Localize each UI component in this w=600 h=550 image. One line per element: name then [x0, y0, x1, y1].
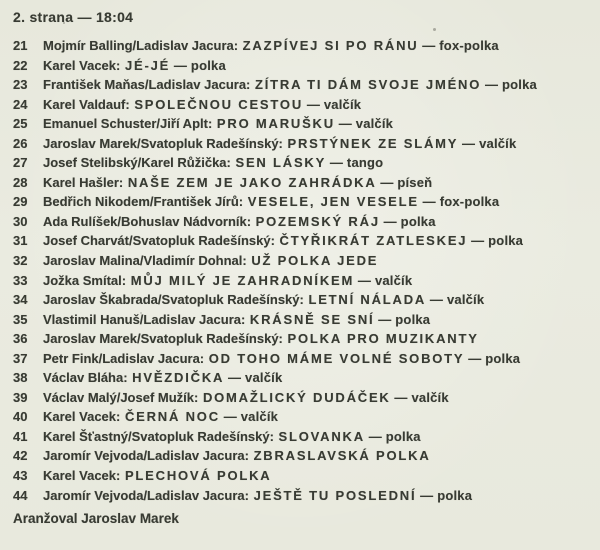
track-title: SLOVANKA [278, 428, 365, 444]
track-genre: valčík [245, 370, 283, 386]
track-genre: valčík [355, 116, 394, 132]
track-number: 28 [13, 174, 28, 190]
track-number: 36 [13, 331, 28, 347]
track-row [13, 466, 594, 486]
track-entry [43, 173, 432, 193]
track-title: POZEMSKÝ RÁJ [255, 213, 380, 229]
genre-separator: — [326, 155, 347, 171]
track-title: UŽ POLKA JEDE [251, 253, 379, 269]
track-number: 30 [13, 213, 28, 229]
track-genre: valčík [479, 135, 517, 151]
track-title: LETNÍ NÁLADA [308, 292, 427, 308]
track-authors: Václav Bláha: [43, 370, 132, 386]
scan-speck [433, 28, 436, 31]
track-authors: Václav Malý/Josef Mužík: [43, 389, 202, 405]
track-authors: Josef Stelibský/Karel Růžička: [43, 155, 235, 171]
track-authors: Jaromír Vejvoda/Ladislav Jacura: [43, 487, 253, 503]
track-authors: Karel Vacek: [43, 409, 124, 425]
track-title: JÉ-JÉ [124, 57, 171, 73]
track-row [13, 271, 594, 291]
track-number: 23 [13, 77, 28, 93]
genre-separator: — [426, 292, 447, 308]
track-entry [43, 427, 421, 447]
track-row [13, 56, 594, 76]
track-number: 37 [13, 350, 28, 366]
genre-separator: — [464, 350, 486, 366]
track-entry [43, 290, 484, 310]
track-row [13, 310, 594, 330]
track-authors: Emanuel Schuster/Jiří Aplt: [43, 116, 216, 132]
track-row [13, 251, 594, 271]
track-number: 43 [13, 468, 28, 484]
track-entry [43, 153, 383, 173]
track-row [13, 486, 594, 506]
track-genre: polka [400, 213, 436, 229]
genre-separator: — [467, 233, 489, 249]
track-genre: polka [385, 428, 421, 444]
track-authors: Jaroslav Malina/Vladimír Dohnal: [43, 253, 251, 269]
track-number: 26 [13, 135, 28, 151]
track-title: NAŠE ZEM JE JAKO ZAHRÁDKA [127, 174, 377, 190]
track-authors: Karel Vacek: [43, 57, 124, 73]
track-entry [43, 407, 278, 427]
track-title: PRO MARUŠKU [216, 116, 335, 132]
genre-separator: — [416, 487, 438, 503]
track-title: PRSTÝNEK ZE SLÁMY [287, 135, 459, 151]
track-number: 39 [13, 389, 28, 405]
track-genre: fox-polka [439, 38, 499, 53]
genre-separator: — [418, 194, 440, 210]
track-row [13, 36, 594, 56]
track-row [13, 446, 594, 466]
track-genre: píseň [397, 174, 433, 190]
track-entry [43, 231, 523, 251]
track-entry [43, 349, 520, 369]
track-number: 35 [13, 311, 28, 327]
track-genre: valčík [446, 292, 485, 308]
track-entry [43, 486, 472, 506]
track-authors: Petr Fink/Ladislav Jacura: [43, 350, 208, 366]
track-authors: Jaromír Vejvoda/Ladislav Jacura: [43, 448, 253, 464]
track-title: ZAZPÍVEJ SI PO RÁNU [242, 38, 419, 53]
genre-separator: — [379, 213, 401, 229]
track-number: 40 [13, 409, 28, 425]
track-title: ČERNÁ NOC [124, 409, 220, 425]
track-entry [43, 388, 449, 408]
track-number: 31 [13, 233, 28, 249]
track-row [13, 192, 594, 212]
scan-speck [63, 22, 65, 24]
track-genre: polka [190, 57, 226, 73]
track-number: 27 [13, 155, 28, 171]
track-row [13, 75, 594, 95]
track-title: HVĚZDIČKA [132, 370, 225, 386]
track-number: 42 [13, 448, 28, 464]
track-row [13, 388, 594, 408]
track-number: 34 [13, 292, 28, 308]
genre-separator: — [224, 370, 246, 386]
track-title: OD TOHO MÁME VOLNÉ SOBOTY [208, 350, 465, 366]
track-row [13, 407, 594, 427]
genre-separator: — [334, 116, 356, 132]
track-genre: polka [437, 487, 473, 503]
track-row [13, 427, 594, 447]
track-title: DOMAŽLICKÝ DUDÁČEK [202, 389, 391, 405]
track-title: SEN LÁSKY [235, 155, 327, 171]
track-title: SPOLEČNOU CESTOU [134, 96, 304, 112]
genre-separator: — [418, 38, 440, 53]
track-row [13, 134, 594, 154]
track-row [13, 212, 594, 232]
track-number: 41 [13, 428, 28, 444]
genre-separator: — [364, 428, 386, 444]
track-entry [43, 251, 378, 271]
track-genre: valčík [240, 409, 279, 425]
track-authors: Jožka Smítal: [43, 272, 130, 288]
track-list [13, 36, 594, 505]
track-entry [43, 56, 226, 76]
track-authors: František Maňas/Ladislav Jacura: [43, 77, 254, 93]
page-footer: Aranžoval Jaroslav Marek [13, 511, 179, 527]
track-title: POLKA PRO MUZIKANTY [287, 331, 479, 347]
track-authors: Jaroslav Škabrada/Svatopluk Radešínský: [43, 292, 308, 308]
track-row [13, 95, 594, 115]
page-header: 2. strana — 18:04 [13, 9, 134, 25]
genre-separator: — [458, 135, 480, 151]
track-title: ZÍTRA TI DÁM SVOJE JMÉNO [254, 77, 482, 93]
track-row [13, 329, 594, 349]
track-genre: tango [346, 155, 384, 171]
track-authors: Karel Šťastný/Svatopluk Radešínský: [43, 428, 278, 444]
track-title: ZBRASLAVSKÁ POLKA [253, 448, 431, 464]
track-genre: polka [488, 233, 524, 249]
track-entry [43, 192, 499, 212]
track-authors: Josef Charvát/Svatopluk Radešínský: [43, 233, 279, 249]
genre-separator: — [170, 57, 191, 73]
track-authors: Vlastimil Hanuš/Ladislav Jacura: [43, 311, 249, 327]
track-genre: fox-polka [439, 194, 500, 210]
track-authors: Jaroslav Marek/Svatopluk Radešínský: [43, 331, 287, 347]
track-title: PLECHOVÁ POLKA [124, 468, 272, 484]
track-entry [43, 466, 272, 486]
track-row [13, 231, 594, 251]
track-row [13, 368, 594, 388]
track-number: 44 [13, 487, 28, 503]
genre-separator: — [219, 409, 241, 425]
track-title: MŮJ MILÝ JE ZAHRADNÍKEM [130, 272, 355, 288]
track-genre: valčík [374, 272, 413, 288]
track-entry [43, 114, 393, 134]
genre-separator: — [374, 311, 396, 327]
track-genre: polka [485, 350, 521, 366]
track-number: 38 [13, 370, 28, 386]
track-row [13, 290, 594, 310]
track-title: VESELE, JEN VESELE [247, 194, 419, 210]
track-authors: Bedřich Nikodem/František Jírů: [43, 194, 247, 210]
track-entry [43, 446, 431, 466]
track-title: KRÁSNĚ SE SNÍ [249, 311, 375, 327]
genre-separator: — [390, 389, 412, 405]
track-genre: valčík [411, 389, 449, 405]
track-entry [43, 271, 412, 291]
genre-separator: — [354, 272, 375, 288]
track-entry [43, 134, 516, 154]
track-genre: polka [502, 77, 537, 93]
track-entry [43, 329, 479, 349]
genre-separator: — [376, 174, 398, 190]
track-number: 33 [13, 272, 28, 288]
track-title: ČTYŘIKRÁT ZATLESKEJ [279, 233, 468, 249]
track-number: 24 [13, 96, 28, 112]
track-row [13, 114, 594, 134]
track-number: 22 [13, 57, 28, 73]
track-authors: Karel Valdauf: [43, 96, 134, 112]
track-row [13, 173, 594, 193]
track-number: 29 [13, 194, 28, 210]
track-entry [43, 75, 537, 95]
track-entry [43, 368, 282, 388]
track-number: 25 [13, 116, 28, 132]
scan-speck [140, 312, 142, 314]
track-title: JEŠTĚ TU POSLEDNÍ [253, 487, 417, 503]
track-row [13, 153, 594, 173]
track-entry [43, 310, 430, 330]
genre-separator: — [303, 96, 324, 112]
track-entry [43, 36, 499, 56]
track-authors: Jaroslav Marek/Svatopluk Radešínský: [43, 135, 287, 151]
genre-separator: — [481, 77, 502, 93]
track-genre: polka [395, 311, 431, 327]
track-authors: Karel Vacek: [43, 468, 124, 484]
track-authors: Ada Rulíšek/Bohuslav Nádvorník: [43, 213, 255, 229]
track-entry [43, 95, 361, 115]
track-authors: Karel Hašler: [43, 174, 127, 190]
track-number: 32 [13, 253, 28, 269]
track-genre: valčík [323, 96, 362, 112]
track-authors: Mojmír Balling/Ladislav Jacura: [43, 38, 242, 53]
track-row [13, 349, 594, 369]
track-number: 21 [13, 38, 28, 53]
track-entry [43, 212, 436, 232]
